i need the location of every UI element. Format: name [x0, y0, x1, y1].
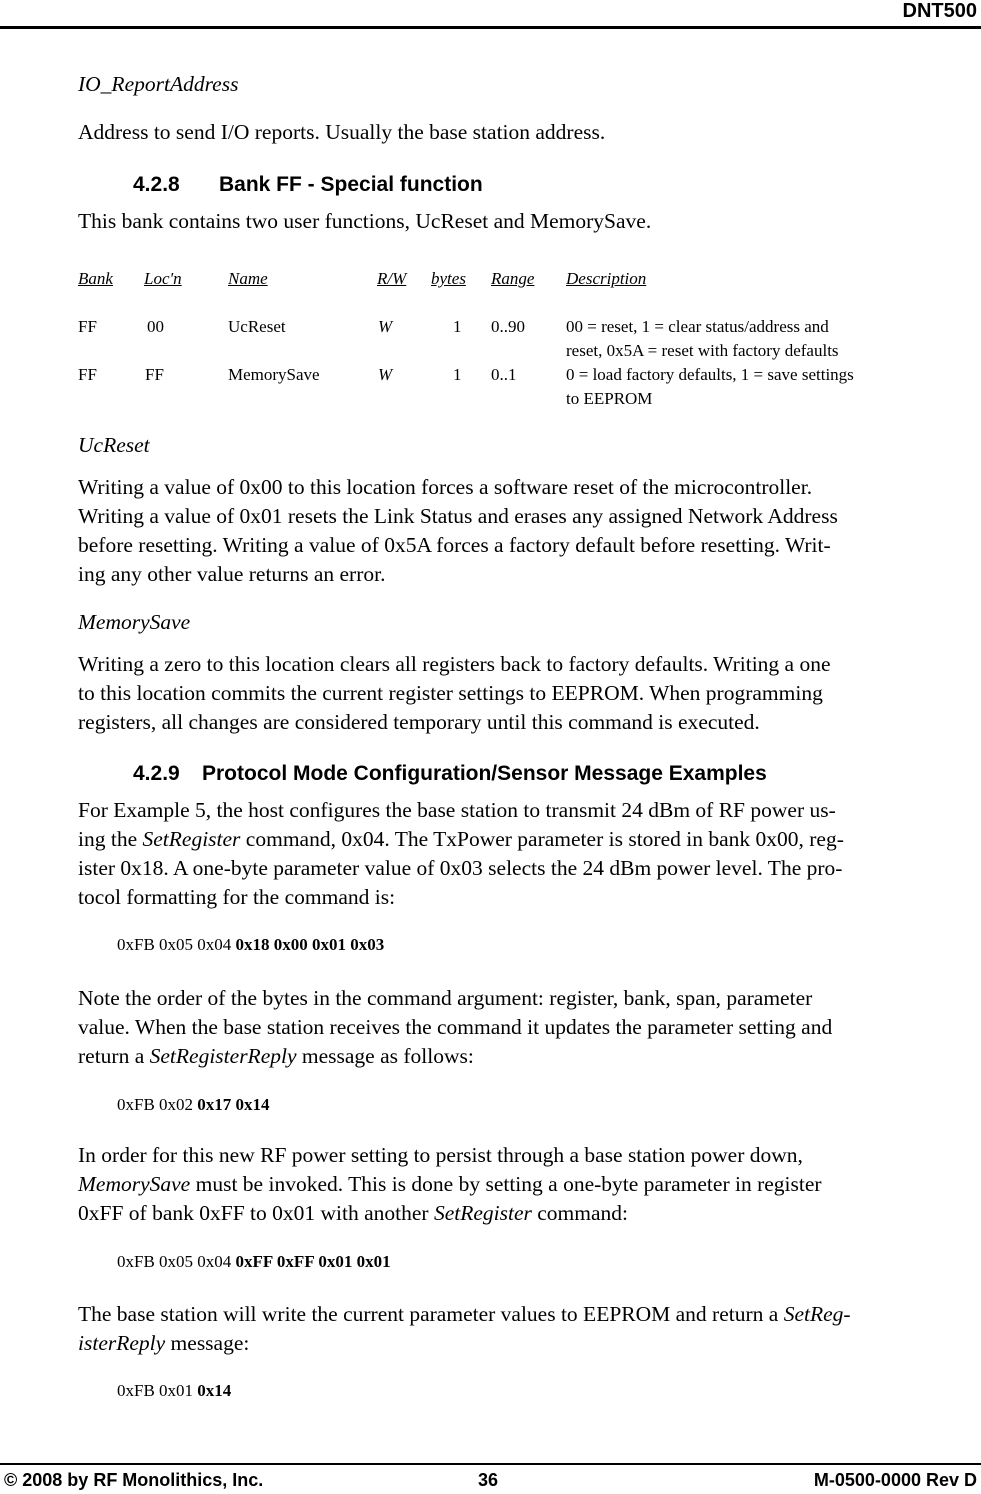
col-header-desc: Description [566, 269, 647, 288]
memorysave-line: registers, all changes are considered temporary until this command is executed. [78, 710, 760, 734]
col-header-name: Name [228, 269, 268, 288]
example-para-line: ister 0x18. A one-byte parameter value of 0x03 selects the 24 dBm power level. The pro- [78, 856, 843, 880]
cell-range: 0..90 [491, 317, 525, 336]
header-rule [0, 26, 981, 29]
setregisterreply-term: SetReg- [783, 1302, 851, 1326]
io-report-text: Address to send I/O reports. Usually the base station address. [78, 120, 606, 144]
cell-bytes: 1 [453, 317, 462, 336]
cell-locn: FF [145, 365, 164, 384]
col-header-bank: Bank [78, 269, 113, 288]
note-para-line: value. When the base station receives the command it updates the parameter setting and [78, 1015, 833, 1039]
io-report-heading: IO_ReportAddress [78, 72, 239, 96]
col-header-range: Range [491, 269, 535, 288]
persist-para-line: MemorySave must be invoked. This is done by setting a one-byte parameter in register [78, 1172, 822, 1196]
cell-name: MemorySave [228, 365, 320, 384]
footer-rule [0, 1463, 981, 1465]
eeprom-para-line: The base station will write the current parameter values to EEPROM and return a SetReg- [78, 1302, 851, 1326]
cell-bytes: 1 [453, 365, 462, 384]
example-para-line: tocol formatting for the command is: [78, 885, 396, 909]
section-title: Protocol Mode Configuration/Sensor Message Examples [202, 762, 767, 785]
memorysave-line: to this location commits the current register settings to EEPROM. When programming [78, 681, 823, 705]
footer-page-number: 36 [478, 1470, 499, 1490]
ucreset-line: Writing a value of 0x01 resets the Link Status and erases any assigned Network Address [78, 504, 838, 528]
example-para-line: For Example 5, the host configures the base station to transmit 24 dBm of RF power us- [78, 798, 836, 822]
cell-name: UcReset [228, 317, 286, 336]
section-4-2-8-intro: This bank contains two user functions, UcReset and MemorySave. [78, 209, 652, 233]
section-number: 4.2.8 [133, 173, 180, 196]
col-header-locn: Loc'n [144, 269, 182, 288]
persist-para-line: In order for this new RF power setting to persist through a base station power down, [78, 1143, 803, 1167]
cell-desc-line2: reset, 0x5A = reset with factory defaults [566, 341, 839, 360]
cell-locn: 00 [147, 317, 164, 336]
memorysave-line: Writing a zero to this location clears all registers back to factory defaults. Writing a one [78, 652, 831, 676]
footer-doc-id: M-0500-0000 Rev D [813, 1470, 977, 1490]
cell-bank: FF [78, 365, 97, 384]
code-line-reply: 0xFB 0x02 0x17 0x14 [117, 1095, 270, 1114]
col-header-bytes: bytes [431, 269, 466, 288]
col-header-rw: R/W [377, 269, 407, 288]
note-para-line: return a SetRegisterReply message as follows: [78, 1044, 474, 1068]
memorysave-term: MemorySave [78, 1172, 191, 1196]
note-para-line: Note the order of the bytes in the command argument: register, bank, span, parameter [78, 986, 813, 1010]
cell-rw: W [378, 317, 393, 336]
code-line-memorysave: 0xFB 0x05 0x04 0xFF 0xFF 0x01 0x01 [117, 1252, 391, 1271]
section-4-2-8-heading [133, 173, 483, 197]
example-para-line: ing the SetRegister command, 0x04. The TxPower parameter is stored in bank 0x00, reg- [78, 827, 844, 851]
ucreset-line: Writing a value of 0x00 to this location forces a software reset of the microcontroller. [78, 475, 813, 499]
footer-copyright: © 2008 by RF Monolithics, Inc. [4, 1470, 264, 1490]
cell-bank: FF [78, 317, 97, 336]
cell-desc-line2: to EEPROM [566, 389, 653, 408]
cell-desc-line1: 00 = reset, 1 = clear status/address and [566, 317, 829, 336]
section-number: 4.2.9 [133, 762, 180, 785]
document-title: DNT500 [902, 0, 977, 22]
setregisterreply-term: SetRegisterReply [149, 1044, 297, 1068]
setregister-term: SetRegister [433, 1201, 532, 1225]
section-4-2-9-heading [133, 762, 767, 786]
ucreset-line: ing any other value returns an error. [78, 562, 386, 586]
cell-desc-line1: 0 = load factory defaults, 1 = save settings [566, 365, 854, 384]
code-line-final-reply: 0xFB 0x01 0x14 [117, 1381, 232, 1400]
cell-rw: W [378, 365, 393, 384]
setregister-term: SetRegister [142, 827, 241, 851]
memorysave-heading: MemorySave [78, 610, 191, 634]
code-line-setregister: 0xFB 0x05 0x04 0x18 0x00 0x01 0x03 [117, 935, 385, 954]
cell-range: 0..1 [491, 365, 517, 384]
eeprom-para-line: isterReply message: [78, 1331, 250, 1355]
persist-para-line: 0xFF of bank 0xFF to 0x01 with another SetRegister command: [78, 1201, 629, 1225]
ucreset-heading: UcReset [78, 433, 150, 457]
ucreset-line: before resetting. Writing a value of 0x5A forces a factory default before resetting. Writ- [78, 533, 831, 557]
section-title: Bank FF - Special function [219, 173, 483, 196]
